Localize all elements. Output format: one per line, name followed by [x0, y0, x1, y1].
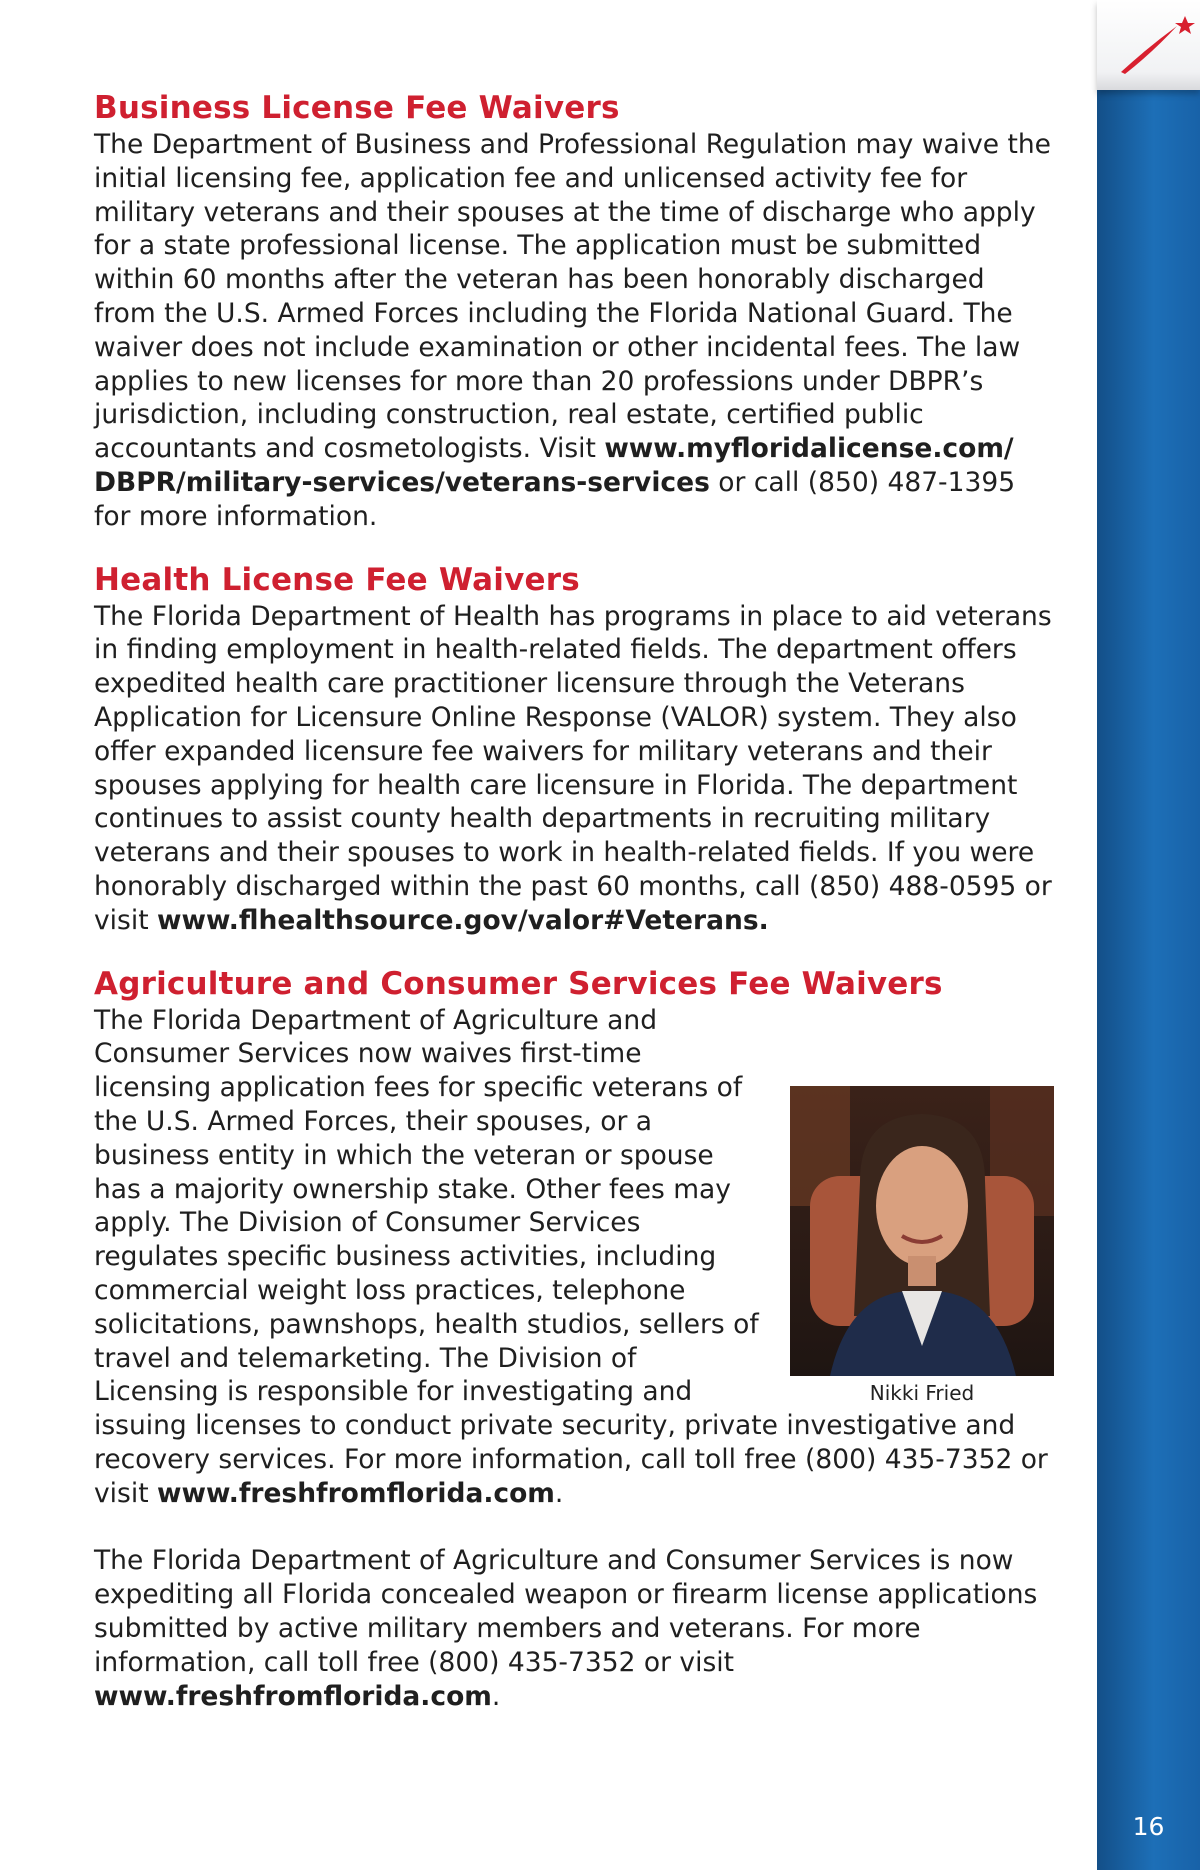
web-link[interactable]: www.freshfromflorida.com: [94, 1680, 492, 1712]
section-heading: Agriculture and Consumer Services Fee Waivers: [94, 965, 943, 1002]
web-link[interactable]: www.flhealthsource.gov/valor#Veterans.: [157, 904, 769, 936]
photo-figure: [790, 1086, 1054, 1408]
web-link[interactable]: www.freshfromflorida.com: [157, 1477, 555, 1509]
section-heading: Health License Fee Waivers: [94, 561, 580, 598]
concealed-weapon-section: [94, 1544, 1054, 1713]
section-body: The Florida Department of Health has programs in place to aid veterans in finding employment in health-related fields. The department offers expedited health care practitioner licensure through the Veterans Application for Licensure Online Response (VALOR) system. They also offer expanded licensure fee waivers for military veterans and their spouses applying for health care licensure in Florida. The department continues to assist county health departments in recruiting military veterans and their spouses to work in health-related fields. If you were honorably discharged within the past 60 months, call (850) 488-0595 or visit www.flhealthsource.gov/valor#Veterans.: [94, 600, 1052, 936]
health-license-section: [94, 560, 1054, 938]
section-body: The Department of Business and Professional Regulation may waive the initial licensing fee, application fee and unlicensed activity fee for military veterans and their spouses at the time of discharge who apply for a state professional license. The application must be submitted within 60 months after the veteran has been honorably discharged from the U.S. Armed Forces including the Florida National Guard. The waiver does not include examination or other incidental fees. The law applies to new licenses for more than 20 professions under DBPR’s jurisdiction, including construction, real estate, certified public accountants and cosmetologists. Visit www.myfloridalicense.com/ DBPR/military-services/veterans-services or call (850) 487-1395 for more information.: [94, 129, 1051, 532]
business-license-section: [94, 88, 1054, 534]
page-content: [94, 88, 1054, 1739]
agriculture-section: [94, 964, 1054, 1511]
page-number: 16: [1132, 1812, 1165, 1841]
section-body: Nikki Fried The Florida Department of Agriculture and Consumer Services now waives first-time licensing application fees for specific veterans of the U.S. Armed Forces, their spouses, or a business entity in which the veteran or spouse has a majority ownership stake. Other fees may apply. The Division of Consumer Services regulates specific business activities, including commercial weight loss practices, telephone solicitations, pawnshops, health studios, sellers of travel and telemarketing. The Division of Licensing is responsible for investigating and issuing licenses to conduct private security, private investigative and recovery services. For more information, call toll free (800) 435-7352 or visit www.freshfromflorida.com.: [94, 1004, 1054, 1511]
side-bar: [1097, 0, 1200, 1870]
section-heading: Business License Fee Waivers: [94, 90, 620, 126]
portrait-photo: [790, 1086, 1054, 1376]
portrait-image: [790, 1086, 1054, 1376]
web-link[interactable]: www.myfloridalicense.com/ DBPR/military-services/veterans-services: [94, 433, 1014, 498]
section-body: The Florida Department of Agriculture and Consumer Services is now expediting all Florida concealed weapon or firearm license applications submitted by active military members and veterans. For more information, call toll free (800) 435-7352 or visit www.freshfromflorida.com.: [94, 1545, 1038, 1712]
shooting-star-icon: [1097, 0, 1200, 90]
photo-caption: Nikki Fried: [869, 1380, 975, 1405]
corner-tab: [1097, 0, 1200, 90]
